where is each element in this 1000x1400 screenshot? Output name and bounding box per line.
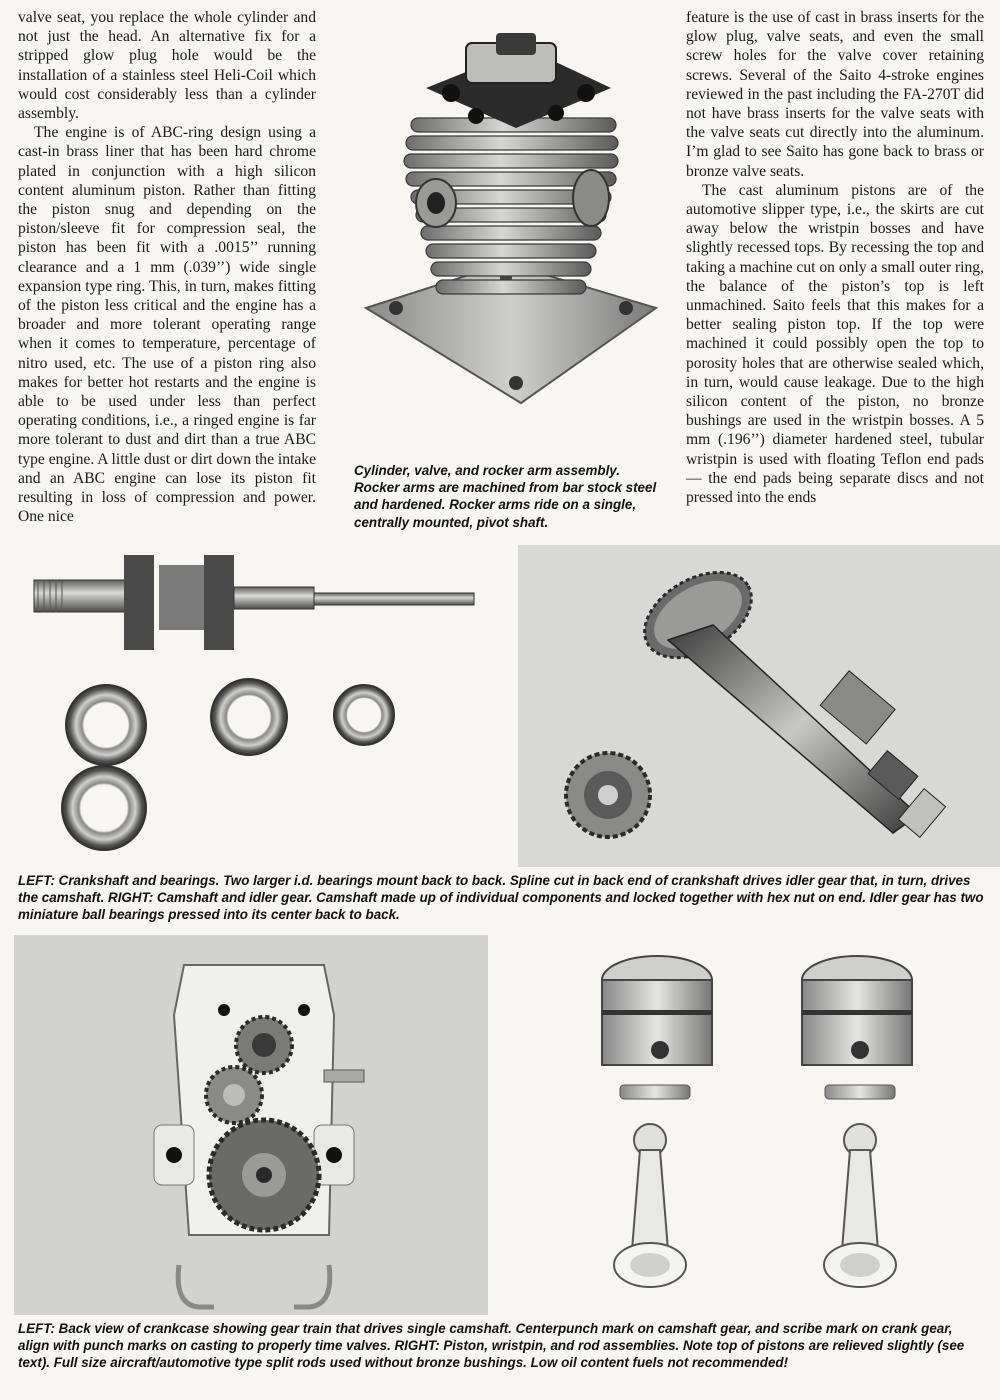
article-left-column bbox=[18, 8, 316, 526]
article-paragraph: feature is the use of cast in brass inserts for the glow plug, valve seats, and even the small screw holes for the valve cover retaining screws. Several of the Saito 4-stroke engines reviewed in the past including the FA-270T did not have brass inserts for the valve seats with the valve seats cut directly into the aluminum. I’m glad to see Saito has gone back to brass or bronze valve seats. bbox=[686, 9, 984, 180]
crankcase-gear-train-photo bbox=[14, 935, 488, 1315]
piston-rod-assemblies-photo bbox=[560, 950, 986, 1310]
camshaft-idler-gear-photo bbox=[518, 545, 1000, 867]
article-paragraph: The engine is of ABC-ring design using a cast-in brass liner that has been hard chrome plated in conjunction with a high silicon content aluminum piston. Rather than fitting the piston snug and depending on the piston/sleeve fit for compression seal, the piston has been fit with a .0015’’ running clearance and a 1 mm (.039’’) wide single expansion type ring. This, in turn, makes fitting of the piston less critical and the engine has a broader and more tolerant operating range when it comes to temperature, percentage of nitro used, etc. The use of a piston ring also makes for better hot restarts and the engine is able to be used under less than perfect operating conditions, i.e., a ringed engine is far more tolerant to dust and dirt than a true ABC type engine. A little dust or dirt down the intake and an ABC engine can lose its piston fit resulting in loss of compression and power. One nice bbox=[18, 124, 316, 526]
article-paragraph: valve seat, you replace the whole cylinder and not just the head. An alternative fix for a stripped glow plug hole would be the installation of a stainless steel Heli-Coil which would cost considerably less than a cylinder assembly. bbox=[18, 9, 316, 123]
cylinder-photo-caption: Cylinder, valve, and rocker arm assembly. Rocker arms are machined from bar stock steel and hardened. Rocker arms ride on a single, centrally mounted, pivot shaft. bbox=[354, 463, 657, 530]
cylinder-assembly-photo bbox=[356, 8, 668, 458]
crankshaft-bearings-photo bbox=[14, 545, 504, 865]
crank-cam-caption: LEFT: Crankshaft and bearings. Two larger i.d. bearings mount back to back. Spline cut in back end of crankshaft drives idler gear that, in turn, drives the camshaft. RIGHT: Camshaft and idler gear. Camshaft made up of individual components and locked together with hex nut on end. Idler gear has two miniature ball bearings pressed into its center back to back. bbox=[18, 873, 984, 923]
gear-piston-caption: LEFT: Back view of crankcase showing gear train that drives single camshaft. Centerpunch mark on camshaft gear, and scribe mark on crank gear, align with punch marks on casting to properly time valves. RIGHT: Piston, wristpin, and rod assemblies. Note top of pistons are relieved slightly (see text). Full size aircraft/automotive type split rods used without bronze bushings. Low oil content fuels not recommended! bbox=[18, 1321, 965, 1371]
article-right-column bbox=[686, 8, 984, 507]
article-paragraph: The cast aluminum pistons are of the automotive slipper type, i.e., the skirts are cut away below the wristpin bosses and have slightly recessed tops. By recessing the top and taking a machine cut on only a small outer ring, the balance of the piston’s top is left unmachined. Saito feels that this makes for a better sealing piston top. If the top were machined it could possibly open the top to porosity holes that are otherwise sealed which, in turn, would cause leakage. Due to the high silicon content of the piston, no bronze bushings are used in the wristpin bosses. A 5 mm (.196’’) diameter hardened steel, tubular wristpin is used with floating Teflon end pads — the end pads being separate discs and not pressed into the ends bbox=[686, 181, 984, 507]
